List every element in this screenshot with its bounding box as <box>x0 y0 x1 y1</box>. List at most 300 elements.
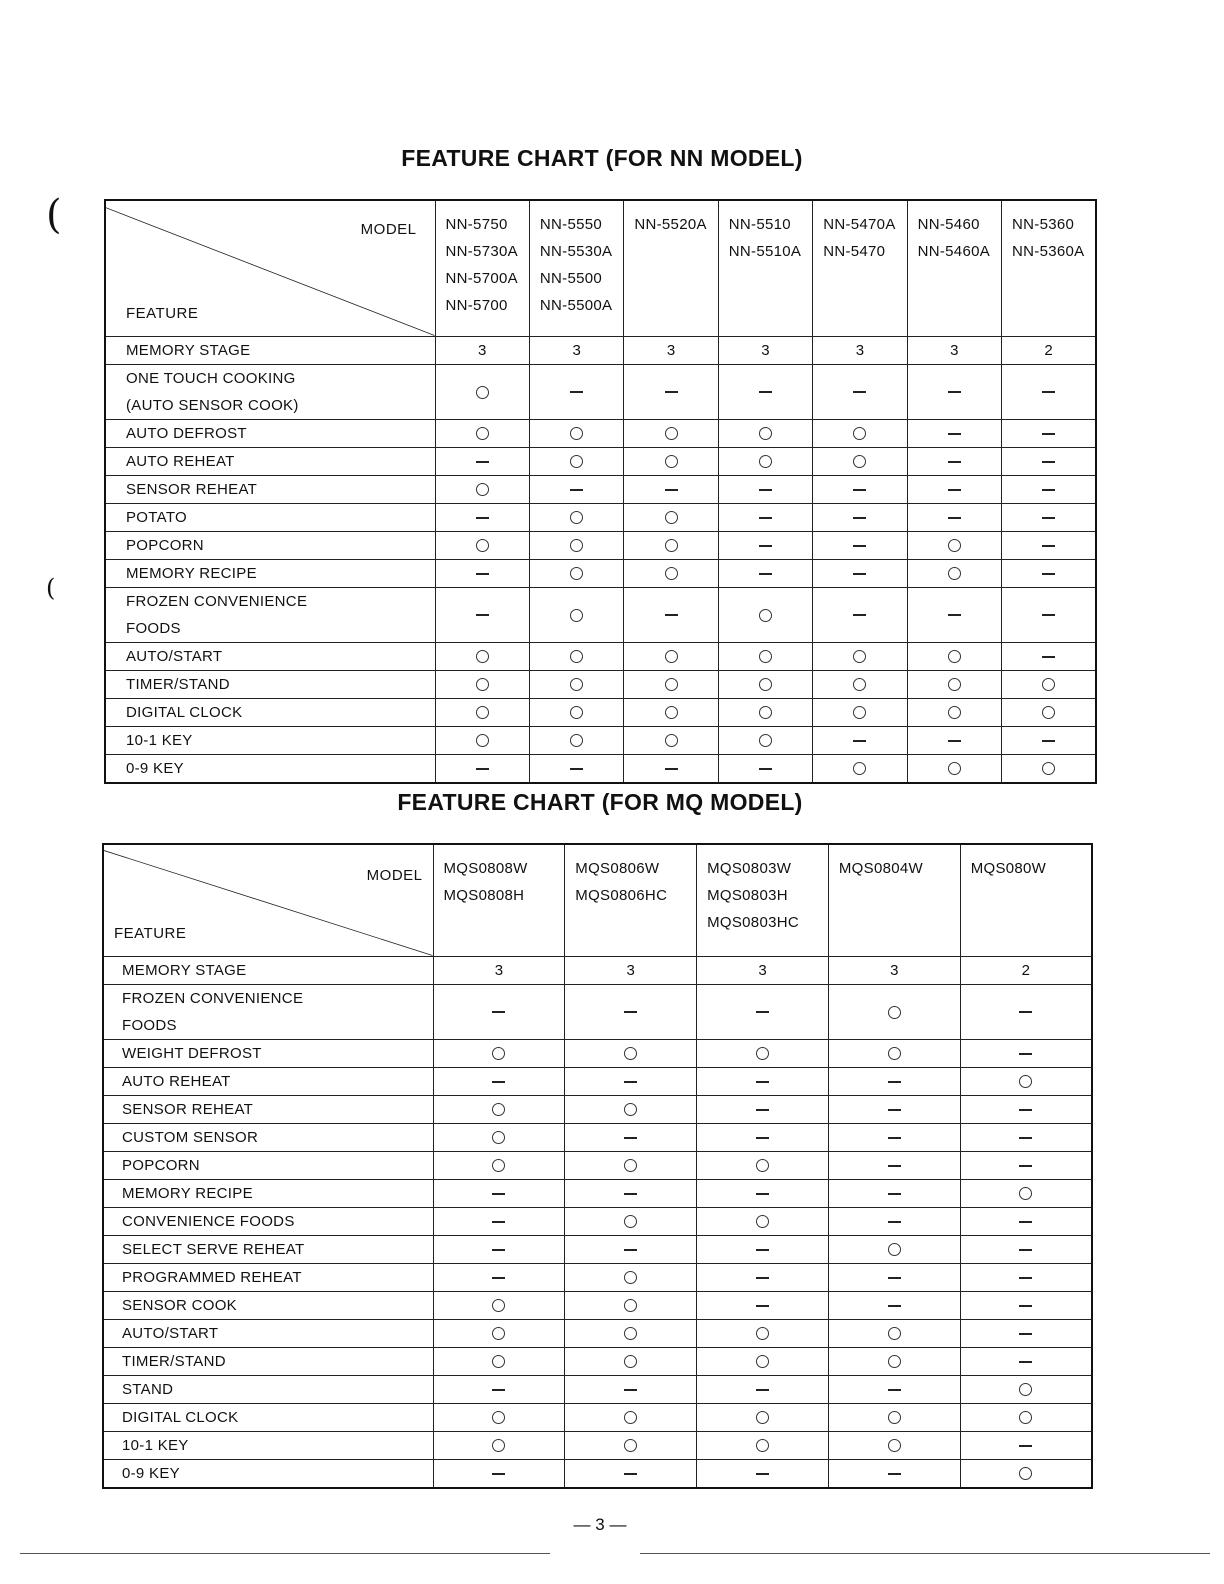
table-row <box>103 1095 1092 1123</box>
feature-value-cell <box>813 531 907 559</box>
circle-mark-icon <box>853 762 866 775</box>
dash-mark-icon <box>756 1109 769 1111</box>
model-column-header <box>718 200 812 336</box>
nn-header-corner <box>105 200 435 336</box>
circle-mark-icon <box>624 1439 637 1452</box>
dash-mark-icon <box>756 1137 769 1139</box>
feature-name-line: AUTO REHEAT <box>122 1072 231 1090</box>
feature-name <box>105 475 435 503</box>
feature-value-cell <box>529 531 623 559</box>
feature-name-line: DIGITAL CLOCK <box>126 703 243 721</box>
feature-value-cell <box>435 559 529 587</box>
dash-mark-icon <box>476 573 489 575</box>
feature-name-line: DIGITAL CLOCK <box>122 1408 239 1426</box>
feature-value-cell <box>529 559 623 587</box>
circle-mark-icon <box>759 678 772 691</box>
table-row <box>105 531 1096 559</box>
feature-name-line: SENSOR REHEAT <box>126 480 258 498</box>
dash-mark-icon <box>853 740 866 742</box>
dash-mark-icon <box>948 391 961 393</box>
dash-mark-icon <box>492 1277 505 1279</box>
feature-value-cell <box>433 1123 565 1151</box>
feature-value-cell <box>433 1291 565 1319</box>
feature-value-cell <box>433 1151 565 1179</box>
feature-value-cell <box>697 1207 829 1235</box>
feature-value-cell <box>697 1151 829 1179</box>
feature-value-cell <box>907 364 1001 419</box>
circle-mark-icon <box>759 609 772 622</box>
feature-value-cell <box>960 1235 1092 1263</box>
feature-value-cell <box>718 754 812 783</box>
feature-name <box>103 1179 433 1207</box>
feature-value-cell <box>907 670 1001 698</box>
table-row <box>103 1375 1092 1403</box>
model-column-header <box>433 844 565 956</box>
feature-value-cell <box>697 1179 829 1207</box>
feature-value-cell <box>1002 559 1096 587</box>
feature-value-cell <box>433 1095 565 1123</box>
model-column-header <box>813 200 907 336</box>
dash-mark-icon <box>756 1389 769 1391</box>
feature-name <box>105 559 435 587</box>
dash-mark-icon <box>1042 489 1055 491</box>
model-column-header <box>960 844 1092 956</box>
memory-stage-value: 3 <box>626 961 635 979</box>
dash-mark-icon <box>888 1277 901 1279</box>
table-row <box>103 1319 1092 1347</box>
feature-name <box>103 956 433 984</box>
dash-mark-icon <box>665 489 678 491</box>
feature-value-cell <box>828 1347 960 1375</box>
dash-mark-icon <box>492 1389 505 1391</box>
circle-mark-icon <box>853 650 866 663</box>
feature-name <box>105 642 435 670</box>
dash-mark-icon <box>948 489 961 491</box>
feature-name <box>105 364 435 419</box>
feature-value-cell <box>960 1319 1092 1347</box>
circle-mark-icon <box>756 1439 769 1452</box>
memory-stage-value: 3 <box>890 961 899 979</box>
circle-mark-icon <box>1042 762 1055 775</box>
circle-mark-icon <box>624 1159 637 1172</box>
dash-mark-icon <box>756 1277 769 1279</box>
feature-value-cell <box>1002 587 1096 642</box>
dash-mark-icon <box>624 1137 637 1139</box>
model-name: NN-5360 <box>1012 216 1075 233</box>
circle-mark-icon <box>759 650 772 663</box>
circle-mark-icon <box>492 1411 505 1424</box>
table-row <box>103 1459 1092 1488</box>
feature-value-cell <box>624 642 718 670</box>
circle-mark-icon <box>948 762 961 775</box>
table-row <box>105 475 1096 503</box>
feature-value-cell <box>435 754 529 783</box>
dash-mark-icon <box>1019 1109 1032 1111</box>
dash-mark-icon <box>759 517 772 519</box>
dash-mark-icon <box>888 1109 901 1111</box>
feature-value-cell <box>828 1235 960 1263</box>
dash-mark-icon <box>1042 614 1055 616</box>
circle-mark-icon <box>624 1327 637 1340</box>
feature-value-cell <box>828 1039 960 1067</box>
circle-mark-icon <box>570 427 583 440</box>
feature-value-cell <box>435 419 529 447</box>
feature-value-cell <box>718 698 812 726</box>
table-row <box>103 1067 1092 1095</box>
bottom-rule-right <box>640 1553 1210 1554</box>
table-row <box>103 1347 1092 1375</box>
feature-value-cell <box>435 447 529 475</box>
feature-name-line: FOODS <box>126 619 181 637</box>
model-name: NN-5530A <box>539 243 613 260</box>
model-name: NN-5510A <box>728 243 802 260</box>
feature-value-cell <box>907 531 1001 559</box>
circle-mark-icon <box>570 609 583 622</box>
feature-value-cell <box>565 1039 697 1067</box>
model-name: MQS0803HC <box>707 914 799 931</box>
circle-mark-icon <box>665 539 678 552</box>
feature-value-cell <box>960 1151 1092 1179</box>
dash-mark-icon <box>476 768 489 770</box>
feature-name-line: TIMER/STAND <box>122 1352 226 1370</box>
feature-value-cell <box>1002 726 1096 754</box>
dash-mark-icon <box>948 433 961 435</box>
feature-name-line: POTATO <box>126 508 187 526</box>
feature-name <box>103 1431 433 1459</box>
feature-value-cell <box>1002 419 1096 447</box>
circle-mark-icon <box>492 1439 505 1452</box>
dash-mark-icon <box>888 1221 901 1223</box>
memory-stage-value: 3 <box>478 341 487 359</box>
model-label: MODEL <box>360 221 417 238</box>
circle-mark-icon <box>853 706 866 719</box>
circle-mark-icon <box>570 455 583 468</box>
feature-value-cell <box>565 1095 697 1123</box>
feature-value-cell <box>718 419 812 447</box>
circle-mark-icon <box>624 1103 637 1116</box>
feature-value-cell <box>565 1375 697 1403</box>
feature-value-cell <box>718 670 812 698</box>
feature-value-cell <box>828 1067 960 1095</box>
dash-mark-icon <box>756 1305 769 1307</box>
feature-value-cell <box>813 642 907 670</box>
table-row <box>105 670 1096 698</box>
model-name: NN-5470 <box>823 243 886 260</box>
feature-value-cell <box>813 726 907 754</box>
model-name: NN-5460 <box>917 216 980 233</box>
feature-value-cell <box>960 1179 1092 1207</box>
dash-mark-icon <box>853 545 866 547</box>
model-name: MQS0808W <box>443 860 528 877</box>
feature-value-cell <box>1002 670 1096 698</box>
feature-value-cell <box>1002 531 1096 559</box>
dash-mark-icon <box>492 1011 505 1013</box>
circle-mark-icon <box>624 1047 637 1060</box>
circle-mark-icon <box>853 678 866 691</box>
feature-name <box>105 698 435 726</box>
dash-mark-icon <box>492 1081 505 1083</box>
feature-value-cell <box>718 475 812 503</box>
table-row <box>103 1207 1092 1235</box>
feature-value-cell <box>718 531 812 559</box>
feature-value-cell <box>565 1431 697 1459</box>
feature-name-line: 10-1 KEY <box>122 1436 189 1454</box>
dash-mark-icon <box>948 740 961 742</box>
model-column-header <box>697 844 829 956</box>
feature-value-cell <box>624 503 718 531</box>
dash-mark-icon <box>665 614 678 616</box>
feature-value-cell <box>529 336 623 364</box>
circle-mark-icon <box>888 1006 901 1019</box>
feature-value-cell <box>624 698 718 726</box>
feature-value-cell <box>529 419 623 447</box>
model-column-header <box>1002 200 1096 336</box>
mq-feature-table <box>102 843 1093 1489</box>
dash-mark-icon <box>853 391 866 393</box>
feature-name-line: SELECT SERVE REHEAT <box>122 1240 305 1258</box>
model-name: MQS0803W <box>707 860 792 877</box>
memory-stage-value: 3 <box>855 341 865 359</box>
dash-mark-icon <box>1019 1221 1032 1223</box>
feature-name-line: AUTO/START <box>122 1324 219 1342</box>
feature-value-cell <box>624 726 718 754</box>
feature-value-cell <box>529 364 623 419</box>
circle-mark-icon <box>665 650 678 663</box>
circle-mark-icon <box>624 1215 637 1228</box>
dash-mark-icon <box>492 1473 505 1475</box>
circle-mark-icon <box>665 567 678 580</box>
dash-mark-icon <box>888 1305 901 1307</box>
nn-chart-title: FEATURE CHART (FOR NN MODEL) <box>401 145 803 171</box>
feature-value-cell <box>1002 364 1096 419</box>
table-row <box>103 1179 1092 1207</box>
feature-value-cell <box>907 503 1001 531</box>
feature-value-cell <box>697 1095 829 1123</box>
circle-mark-icon <box>948 678 961 691</box>
table-row <box>105 698 1096 726</box>
table-row <box>105 419 1096 447</box>
feature-value-cell <box>433 1067 565 1095</box>
feature-label: FEATURE <box>114 924 187 942</box>
feature-value-cell <box>433 1319 565 1347</box>
feature-value-cell <box>435 475 529 503</box>
dash-mark-icon <box>1019 1137 1032 1139</box>
circle-mark-icon <box>1019 1075 1032 1088</box>
circle-mark-icon <box>853 427 866 440</box>
feature-name <box>103 1375 433 1403</box>
feature-name-line: AUTO DEFROST <box>126 424 247 442</box>
feature-value-cell <box>433 1207 565 1235</box>
feature-value-cell <box>565 1347 697 1375</box>
feature-name-line: (AUTO SENSOR COOK) <box>126 396 299 414</box>
feature-value-cell <box>697 984 829 1039</box>
table-row <box>105 447 1096 475</box>
feature-value-cell <box>435 531 529 559</box>
feature-value-cell <box>529 670 623 698</box>
feature-name <box>103 1123 433 1151</box>
circle-mark-icon <box>759 427 772 440</box>
feature-value-cell <box>813 587 907 642</box>
feature-name <box>103 1235 433 1263</box>
feature-value-cell <box>433 1235 565 1263</box>
feature-value-cell <box>624 587 718 642</box>
feature-value-cell <box>697 1347 829 1375</box>
feature-value-cell <box>960 1403 1092 1431</box>
feature-value-cell <box>828 1095 960 1123</box>
table-row <box>103 1123 1092 1151</box>
feature-value-cell <box>960 1459 1092 1488</box>
feature-value-cell <box>624 531 718 559</box>
dash-mark-icon <box>1019 1445 1032 1447</box>
bottom-rule-left <box>20 1553 550 1554</box>
feature-value-cell <box>1002 475 1096 503</box>
dash-mark-icon <box>570 391 583 393</box>
table-row <box>103 1291 1092 1319</box>
table-row <box>105 364 1096 419</box>
dash-mark-icon <box>492 1221 505 1223</box>
feature-name-line: TIMER/STAND <box>126 675 230 693</box>
feature-value-cell <box>565 1403 697 1431</box>
dash-mark-icon <box>1042 461 1055 463</box>
circle-mark-icon <box>476 734 489 747</box>
memory-stage-value: 2 <box>1021 961 1031 979</box>
dash-mark-icon <box>1042 656 1055 658</box>
dash-mark-icon <box>1019 1165 1032 1167</box>
feature-value-cell <box>813 475 907 503</box>
circle-mark-icon <box>1042 706 1055 719</box>
model-name: MQS0806HC <box>575 887 668 904</box>
feature-value-cell <box>907 336 1001 364</box>
feature-value-cell <box>529 475 623 503</box>
dash-mark-icon <box>476 461 489 463</box>
feature-name-line: POPCORN <box>126 536 204 554</box>
dash-mark-icon <box>624 1249 637 1251</box>
feature-value-cell <box>718 587 812 642</box>
feature-value-cell <box>433 1263 565 1291</box>
feature-value-cell <box>907 447 1001 475</box>
feature-value-cell <box>907 419 1001 447</box>
feature-value-cell <box>828 1459 960 1488</box>
table-row <box>103 1403 1092 1431</box>
feature-value-cell <box>828 1207 960 1235</box>
feature-value-cell <box>565 1151 697 1179</box>
feature-value-cell <box>960 1123 1092 1151</box>
circle-mark-icon <box>1042 678 1055 691</box>
circle-mark-icon <box>759 455 772 468</box>
model-name: MQS080W <box>970 860 1047 877</box>
table-row <box>103 1263 1092 1291</box>
circle-mark-icon <box>665 427 678 440</box>
feature-value-cell <box>718 726 812 754</box>
dash-mark-icon <box>492 1193 505 1195</box>
feature-value-cell <box>433 1459 565 1488</box>
table-row <box>105 503 1096 531</box>
circle-mark-icon <box>476 386 489 399</box>
feature-value-cell <box>907 642 1001 670</box>
feature-name-line: 10-1 KEY <box>126 731 193 749</box>
dash-mark-icon <box>888 1165 901 1167</box>
mq-chart-title: FEATURE CHART (FOR MQ MODEL) <box>397 789 803 815</box>
feature-name-line: ONE TOUCH COOKING <box>126 369 296 387</box>
dash-mark-icon <box>756 1473 769 1475</box>
circle-mark-icon <box>665 734 678 747</box>
feature-value-cell <box>828 984 960 1039</box>
feature-value-cell <box>624 670 718 698</box>
circle-mark-icon <box>756 1215 769 1228</box>
feature-value-cell <box>813 698 907 726</box>
feature-value-cell <box>529 447 623 475</box>
feature-value-cell <box>435 642 529 670</box>
circle-mark-icon <box>570 650 583 663</box>
circle-mark-icon <box>624 1355 637 1368</box>
feature-name <box>103 1095 433 1123</box>
feature-value-cell <box>828 956 960 984</box>
dash-mark-icon <box>759 573 772 575</box>
feature-value-cell <box>435 503 529 531</box>
feature-value-cell <box>435 670 529 698</box>
feature-value-cell <box>624 336 718 364</box>
feature-name-line: AUTO REHEAT <box>126 452 235 470</box>
feature-value-cell <box>433 956 565 984</box>
feature-value-cell <box>960 1431 1092 1459</box>
circle-mark-icon <box>570 567 583 580</box>
feature-value-cell <box>1002 698 1096 726</box>
circle-mark-icon <box>756 1327 769 1340</box>
feature-value-cell <box>624 475 718 503</box>
feature-value-cell <box>907 698 1001 726</box>
feature-name <box>103 1291 433 1319</box>
feature-value-cell <box>960 1347 1092 1375</box>
feature-value-cell <box>435 698 529 726</box>
feature-value-cell <box>907 559 1001 587</box>
dash-mark-icon <box>1019 1011 1032 1013</box>
feature-name-line: AUTO/START <box>126 647 223 665</box>
model-name: NN-5510 <box>728 216 791 233</box>
feature-name-line: MEMORY RECIPE <box>122 1184 253 1202</box>
model-name: MQS0804W <box>838 860 923 877</box>
dash-mark-icon <box>665 768 678 770</box>
dash-mark-icon <box>756 1249 769 1251</box>
feature-value-cell <box>697 956 829 984</box>
feature-name <box>103 1319 433 1347</box>
feature-name <box>105 336 435 364</box>
dash-mark-icon <box>853 614 866 616</box>
feature-value-cell <box>828 1431 960 1459</box>
model-column-header <box>828 844 960 956</box>
feature-value-cell <box>813 419 907 447</box>
model-name: NN-5470A <box>823 216 896 233</box>
feature-value-cell <box>1002 642 1096 670</box>
circle-mark-icon <box>888 1327 901 1340</box>
feature-name <box>103 1459 433 1488</box>
feature-name-line: MEMORY STAGE <box>122 961 247 979</box>
feature-name-line: SENSOR REHEAT <box>122 1100 254 1118</box>
feature-value-cell <box>529 642 623 670</box>
dash-mark-icon <box>1019 1277 1032 1279</box>
feature-value-cell <box>624 419 718 447</box>
feature-name-line: 0-9 KEY <box>126 759 184 777</box>
circle-mark-icon <box>756 1411 769 1424</box>
model-name: MQS0803H <box>707 887 788 904</box>
feature-value-cell <box>565 984 697 1039</box>
table-row <box>103 1235 1092 1263</box>
circle-mark-icon <box>888 1243 901 1256</box>
model-name: NN-5500A <box>539 297 613 314</box>
dash-mark-icon <box>1042 433 1055 435</box>
feature-value-cell <box>907 475 1001 503</box>
circle-mark-icon <box>888 1411 901 1424</box>
circle-mark-icon <box>570 734 583 747</box>
